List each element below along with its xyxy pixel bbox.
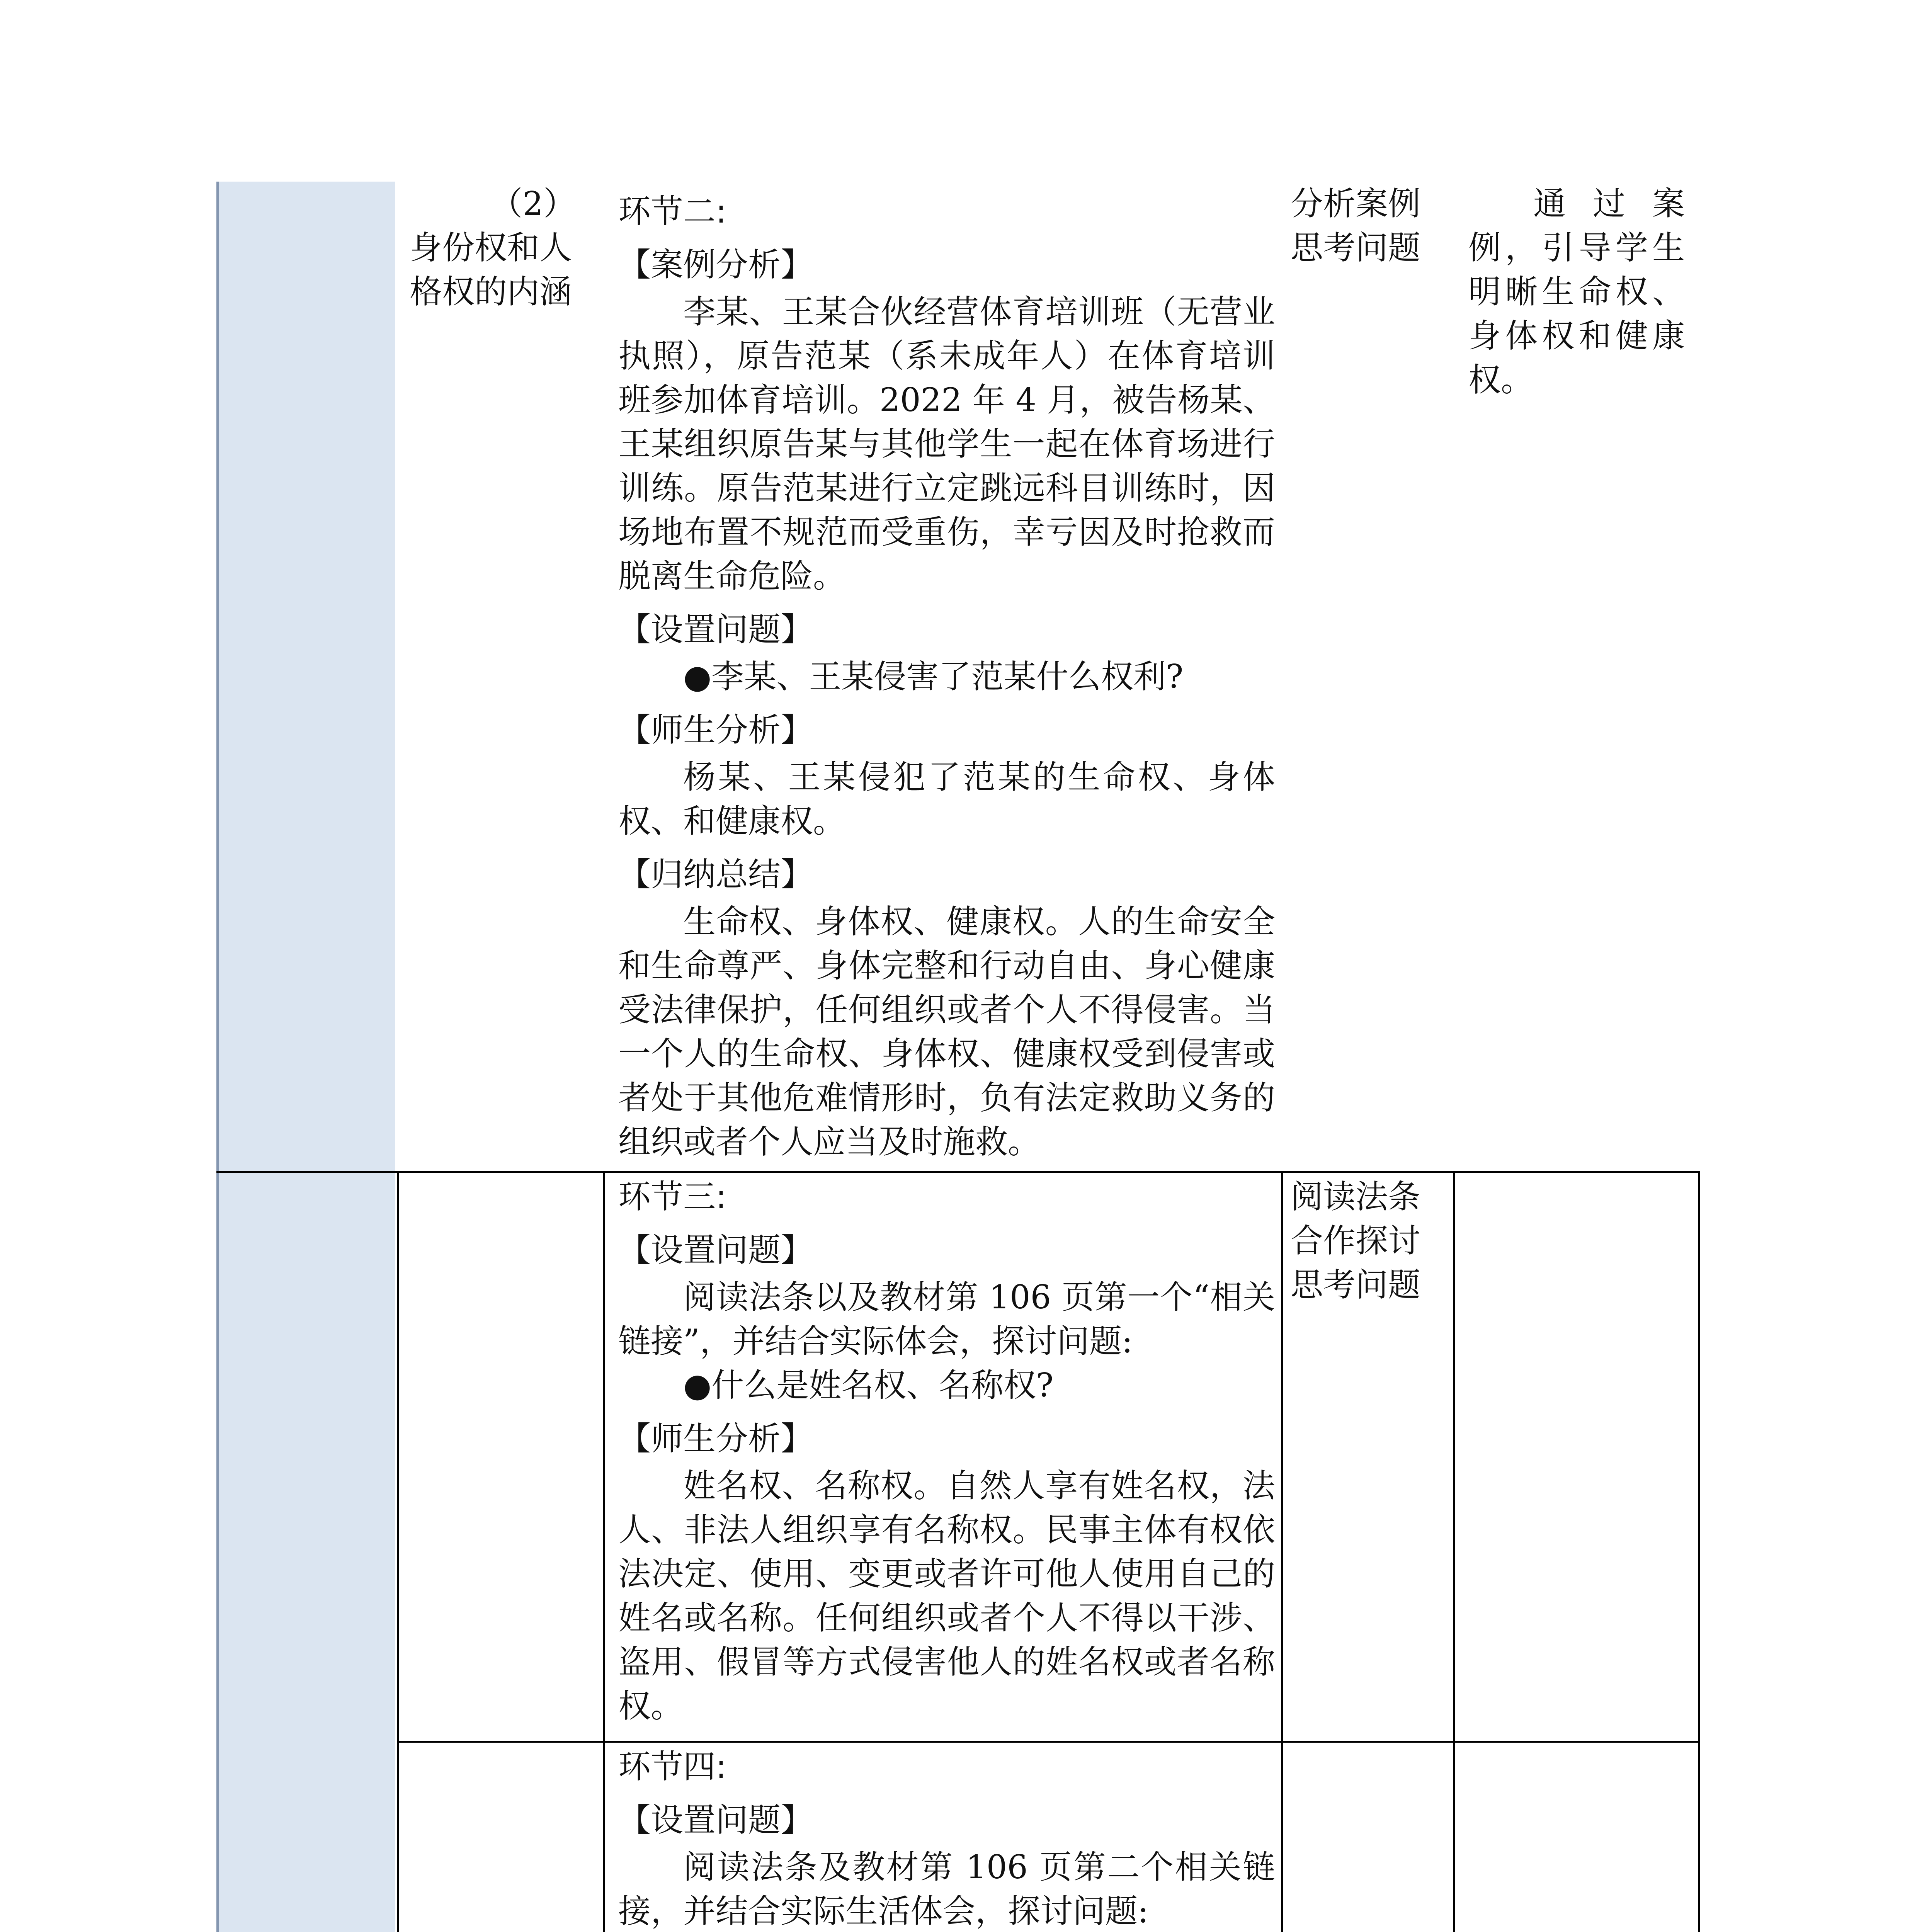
row3-content bbox=[618, 1745, 1275, 1932]
activity-line-1: 阅读法条 bbox=[1291, 1178, 1421, 1216]
row1-content bbox=[618, 189, 1275, 1164]
question-intro: 阅读法条以及教材第 106 页第一个“相关链接”，并结合实际体会，探讨问题: bbox=[618, 1278, 1275, 1360]
row2-content bbox=[618, 1175, 1275, 1728]
col4-left-border bbox=[1281, 1171, 1283, 1932]
question-tag: 【设置问题】 bbox=[618, 1231, 813, 1269]
summary-text: 生命权、身体权、健康权。人的生命安全和生命尊严、身体完整和行动自由、身心健康受法律保护，任何组织或者个人不得侵害。当一个人的生命权、身体权、健康权受到侵害或者处于其他危难情形时，负有法定救助义务的组织或者个人应当及时施救。 bbox=[618, 903, 1275, 1161]
col5-left-border bbox=[1453, 1171, 1455, 1932]
analysis-text: 杨某、王某侵犯了范某的生命权、身体权、和健康权。 bbox=[618, 758, 1275, 840]
activity-line-2: 思考问题 bbox=[1291, 229, 1421, 267]
section-heading: 环节四: bbox=[618, 1748, 727, 1786]
topic-line-3: 格权的内涵 bbox=[410, 273, 572, 311]
row1-intent bbox=[1468, 182, 1685, 402]
analysis-text: 姓名权、名称权。自然人享有姓名权，法人、非法人组织享有名称权。民事主体有权依法决定、使用、变更或者许可他人使用自己的姓名或名称。任何组织或者个人不得以干涉、盗用、假冒等方式侵害他人的姓名权或者名称权。 bbox=[618, 1467, 1275, 1725]
row3-top-border bbox=[398, 1741, 1700, 1743]
question-tag: 【设置问题】 bbox=[618, 611, 813, 648]
row1-topic bbox=[410, 182, 576, 314]
section-heading: 环节二: bbox=[618, 192, 727, 230]
analysis-tag: 【师生分析】 bbox=[618, 1420, 813, 1458]
question-bullet: ●李某、王某侵害了范某什么权利? bbox=[683, 658, 1184, 696]
question-intro: 阅读法条及教材第 106 页第二个相关链接，并结合实际生活体会，探讨问题: bbox=[618, 1848, 1275, 1930]
sidebar-column bbox=[216, 182, 395, 1932]
summary-tag: 【归纳总结】 bbox=[618, 855, 813, 893]
case-analysis-tag: 【案例分析】 bbox=[618, 246, 813, 284]
activity-line-3: 思考问题 bbox=[1291, 1266, 1421, 1304]
col3-left-border bbox=[603, 1171, 605, 1932]
row2-top-border bbox=[216, 1171, 1700, 1173]
row2-activity bbox=[1291, 1175, 1437, 1307]
question-tag: 【设置问题】 bbox=[618, 1801, 813, 1839]
col2-left-border bbox=[397, 1171, 399, 1932]
activity-line-2: 合作探讨 bbox=[1291, 1222, 1421, 1260]
intent-text: 通过案例，引导学生明晰生命权、身体权和健康权。 bbox=[1468, 185, 1685, 399]
case-text: 李某、王某合伙经营体育培训班（无营业执照），原告范某（系未成年人）在体育培训班参加体育培训。2022 年 4 月，被告杨某、王某组织原告某与其他学生一起在体育场进行训练。原告范某进行立定跳远科目训练时，因场地布置不规范而受重伤，幸亏因及时抢救而脱离生命危险。 bbox=[618, 293, 1275, 595]
table-right-border bbox=[1698, 1171, 1700, 1932]
analysis-tag: 【师生分析】 bbox=[618, 711, 813, 749]
topic-line-1: （2） bbox=[490, 185, 576, 223]
question-bullet: ●什么是姓名权、名称权? bbox=[683, 1366, 1054, 1404]
topic-line-2: 身份权和人 bbox=[410, 229, 572, 267]
row1-activity bbox=[1291, 182, 1437, 270]
activity-line-1: 分析案例 bbox=[1291, 185, 1421, 223]
section-heading: 环节三: bbox=[618, 1178, 727, 1216]
